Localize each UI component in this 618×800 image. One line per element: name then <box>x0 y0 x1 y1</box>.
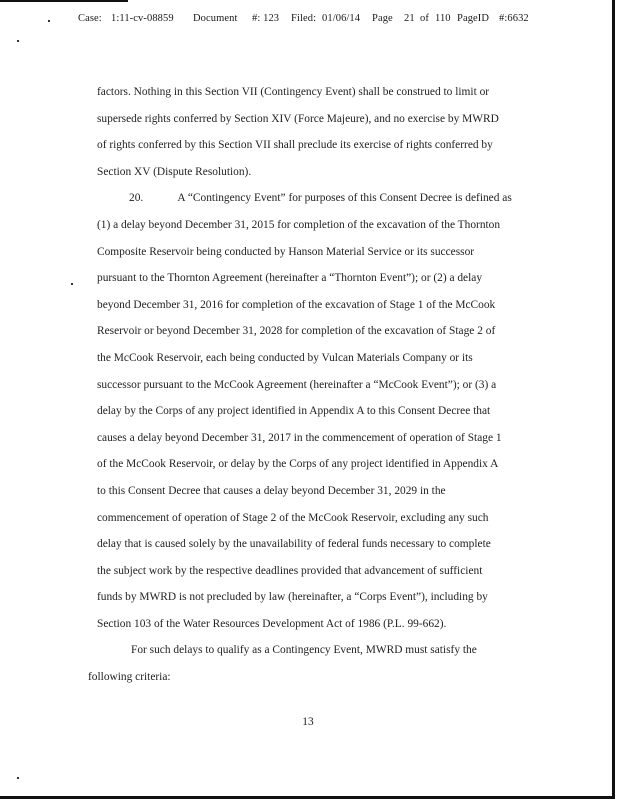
scan-speck <box>71 283 73 285</box>
document-number: #: 123 <box>252 13 280 24</box>
body-line: successor pursuant to the McCook Agreement (hereinafter a “McCook Event”); or (3) a <box>97 378 497 391</box>
of-label: of <box>420 13 429 24</box>
pageid-label: PageID <box>457 13 490 24</box>
scan-speck <box>17 777 19 779</box>
body-line: following criteria: <box>88 671 171 684</box>
document-body <box>88 79 537 691</box>
body-line: delay that is caused solely by the unavailability of federal funds necessary to complete <box>97 538 491 551</box>
document-label: Document <box>193 13 238 24</box>
body-line: funds by MWRD is not precluded by law (hereinafter, a “Corps Event”), including by <box>97 591 488 604</box>
pageid-number: #:6632 <box>499 13 529 24</box>
top-rule <box>0 0 128 2</box>
body-line: beyond December 31, 2016 for completion of the excavation of Stage 1 of the McCook <box>97 298 496 311</box>
body-line: Section XV (Dispute Resolution). <box>97 165 252 178</box>
criteria-intro-line: For such delays to qualify as a Contingency Event, MWRD must satisfy the <box>131 644 477 657</box>
filed-label: Filed: <box>291 13 317 24</box>
body-line: pursuant to the Thornton Agreement (hereinafter a “Thornton Event”); or (2) a delay <box>97 272 483 285</box>
paragraph-20-first-line: 20. A “Contingency Event” for purposes of this Consent Decree is defined as <box>129 192 512 205</box>
case-header <box>78 13 538 27</box>
body-line: delay by the Corps of any project identified in Appendix A to this Consent Decree that <box>97 405 491 418</box>
body-line: Section 103 of the Water Resources Development Act of 1986 (P.L. 99-662). <box>97 617 447 630</box>
body-line: factors. Nothing in this Section VII (Contingency Event) shall be construed to limit or <box>97 86 490 98</box>
filed-date: 01/06/14 <box>322 13 361 24</box>
body-line: commencement of operation of Stage 2 of the McCook Reservoir, excluding any such <box>97 511 489 524</box>
body-line: causes a delay beyond December 31, 2017 in the commencement of operation of Stage 1 <box>97 431 502 444</box>
body-line: Reservoir or beyond December 31, 2028 for completion of the excavation of Stage 2 of <box>97 325 496 338</box>
body-line: supersede rights conferred by Section XIV (Force Majeure), and no exercise by MWRD <box>97 112 499 125</box>
scan-speck <box>48 20 50 22</box>
case-number: 1:11-cv-08859 <box>111 13 174 24</box>
body-line: of rights conferred by this Section VII shall preclude its exercise of rights conferred by <box>97 139 493 152</box>
body-line: (1) a delay beyond December 31, 2015 for completion of the excavation of the Thornton <box>97 218 501 231</box>
scan-speck <box>17 40 19 42</box>
body-line: Composite Reservoir being conducted by Hanson Material Service or its successor <box>97 245 475 258</box>
case-label: Case: <box>78 13 102 24</box>
body-line: the McCook Reservoir, each being conducted by Vulcan Materials Company or its <box>97 351 473 364</box>
body-line: to this Consent Decree that causes a delay beyond December 31, 2029 in the <box>97 484 446 497</box>
page-number-header: 21 <box>404 13 415 24</box>
page-number-footer: 13 <box>302 716 314 728</box>
body-line: the subject work by the respective deadlines provided that advancement of sufficient <box>97 564 483 577</box>
page-label: Page <box>372 13 393 24</box>
body-line: of the McCook Reservoir, or delay by the Corps of any project identified in Appendix A <box>97 458 499 471</box>
page-total: 110 <box>435 13 451 24</box>
